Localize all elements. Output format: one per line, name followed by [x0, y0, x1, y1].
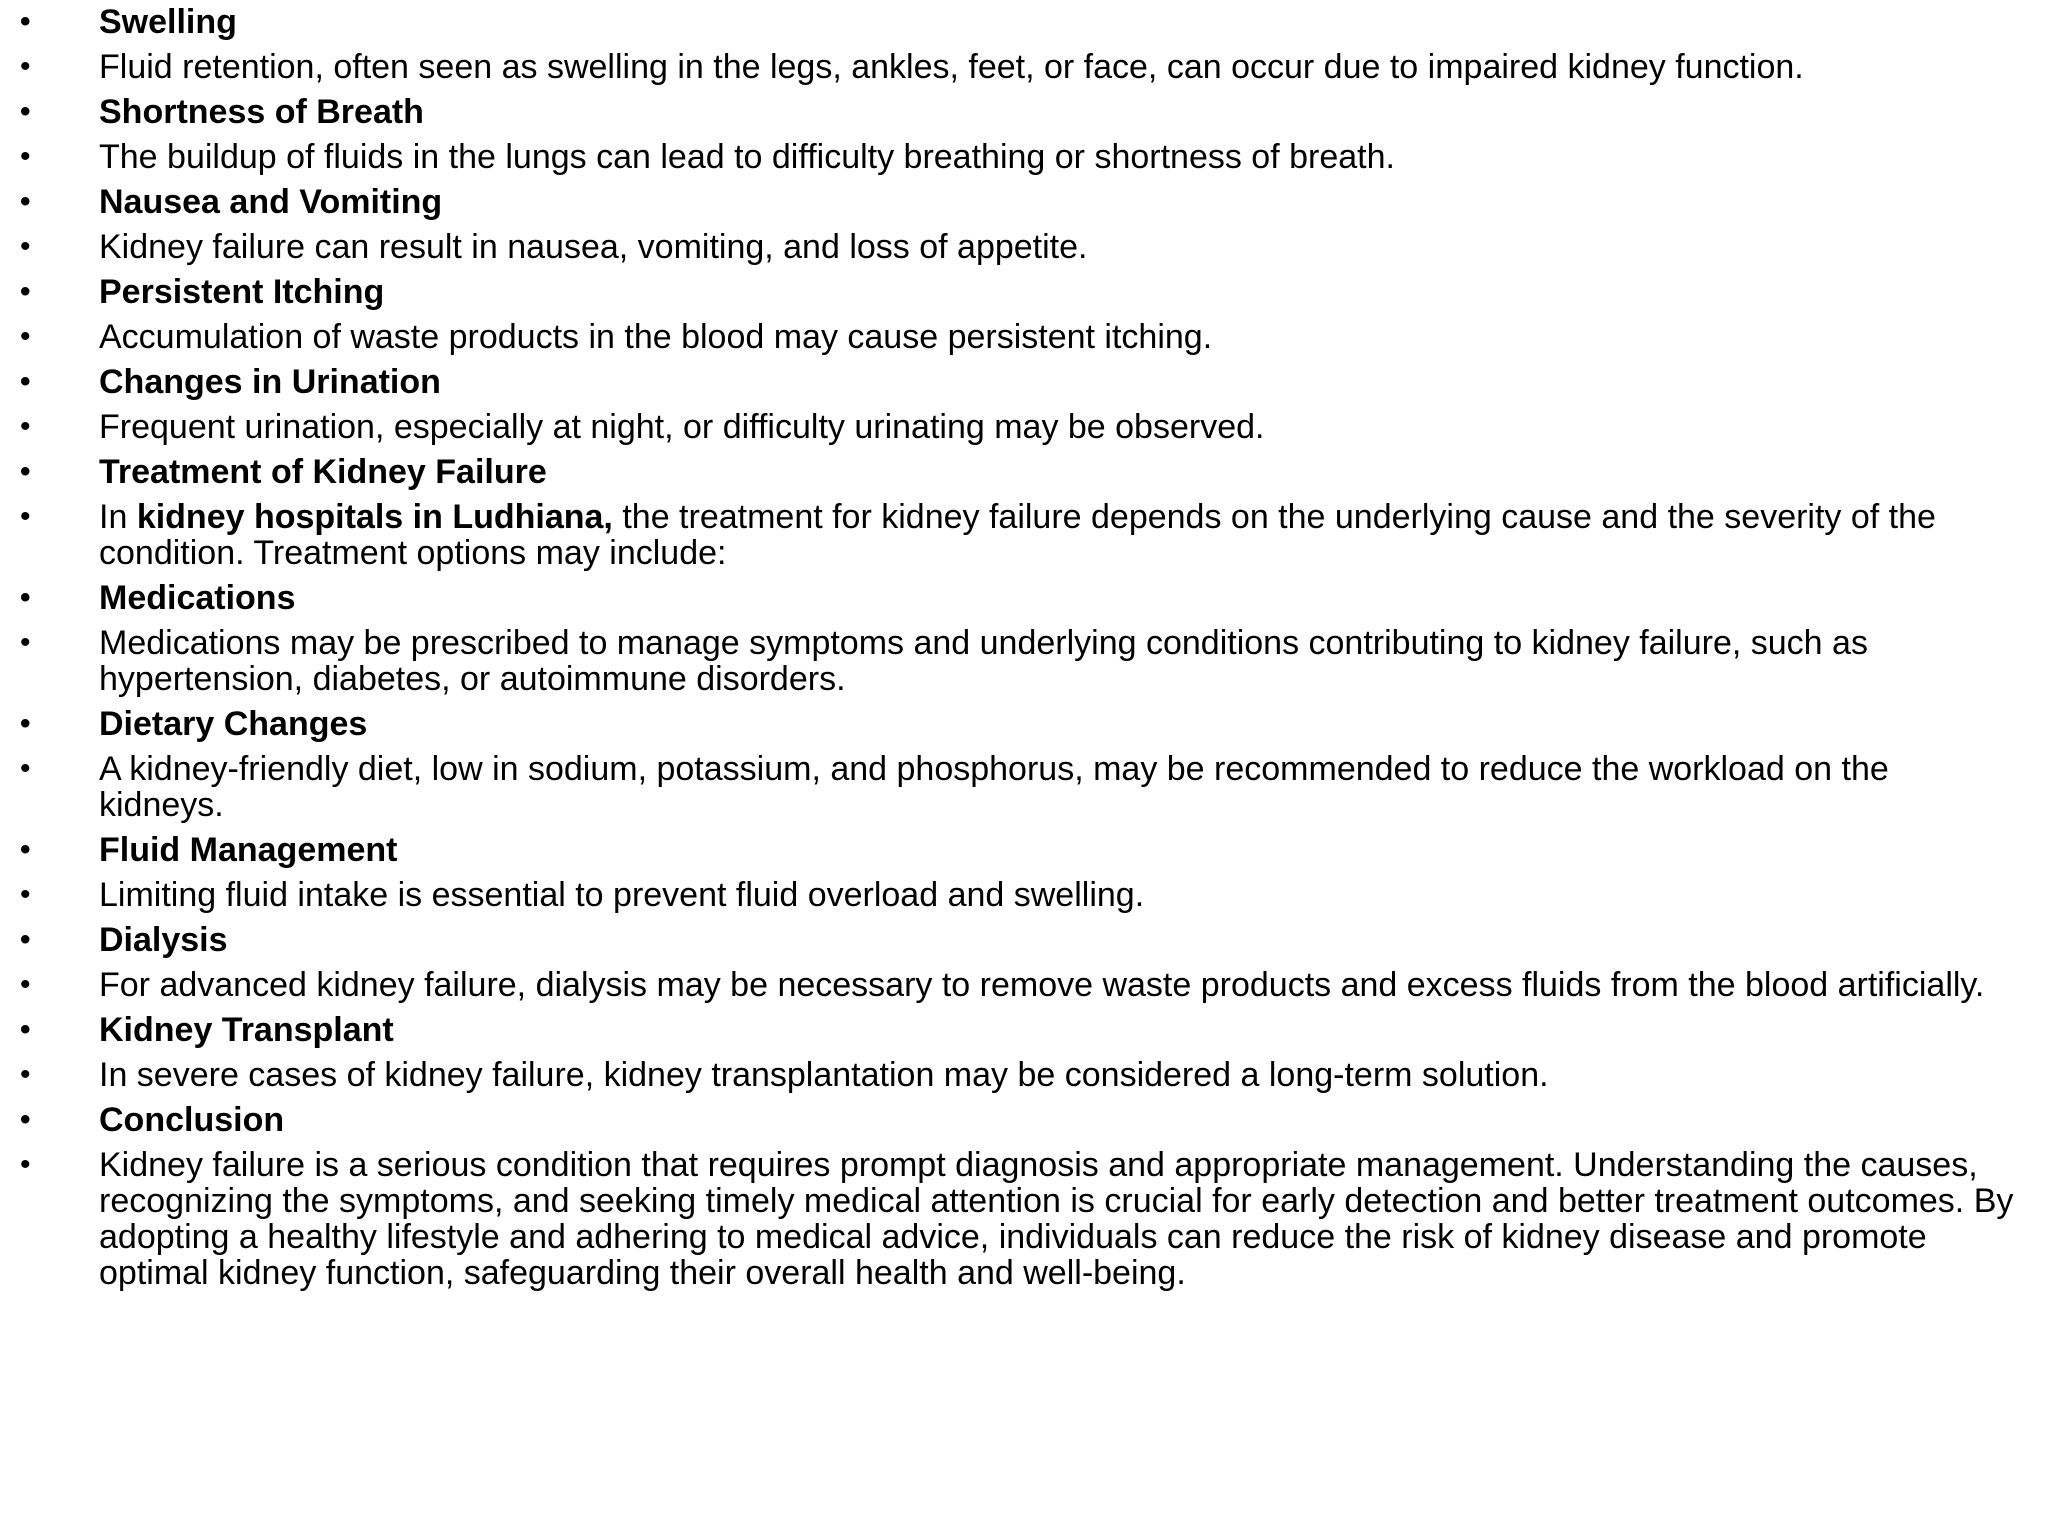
bullet-icon: •	[20, 185, 31, 218]
body-text-item	[0, 1147, 2020, 1291]
bullet-icon: •	[20, 923, 31, 956]
section-heading-item	[0, 454, 2020, 490]
bullet-icon: •	[20, 707, 31, 740]
section-heading-text: Swelling	[99, 3, 237, 41]
body-text: Limiting fluid intake is essential to prevent fluid overload and swelling.	[99, 876, 1145, 914]
bullet-icon: •	[20, 320, 31, 353]
section-heading-text: Fluid Management	[99, 831, 398, 869]
body-text-item	[0, 751, 2020, 823]
body-text: Fluid retention, often seen as swelling in the legs, ankles, feet, or face, can occur due to impaired kidney function.	[99, 48, 1804, 86]
bullet-icon: •	[20, 365, 31, 398]
section-heading-text: Shortness of Breath	[99, 93, 424, 131]
bullet-icon: •	[20, 140, 31, 173]
section-heading-item	[0, 94, 2020, 130]
bullet-icon: •	[20, 500, 31, 533]
body-text: A kidney-friendly diet, low in sodium, potassium, and phosphorus, may be recommended to reduce the workload on the kidneys.	[99, 750, 1889, 824]
section-heading-text: Changes in Urination	[99, 363, 441, 401]
body-text: Medications may be prescribed to manage symptoms and underlying conditions contributing to kidney failure, such as hypertension, diabetes, or autoimmune disorders.	[99, 624, 1868, 698]
section-heading-text: Dialysis	[99, 921, 228, 959]
bullet-icon: •	[20, 833, 31, 866]
body-text: For advanced kidney failure, dialysis may be necessary to remove waste products and excess fluids from the blood artificially.	[99, 966, 1985, 1004]
bullet-icon: •	[20, 1148, 31, 1181]
body-text-item	[0, 49, 2020, 85]
bullet-icon: •	[20, 230, 31, 263]
section-heading-item	[0, 922, 2020, 958]
body-text-item	[0, 229, 2020, 265]
body-text-item	[0, 877, 2020, 913]
bullet-icon: •	[20, 878, 31, 911]
bullet-icon: •	[20, 50, 31, 83]
bullet-icon: •	[20, 410, 31, 443]
section-heading-item	[0, 4, 2020, 40]
section-heading-item	[0, 274, 2020, 310]
bullet-icon: •	[20, 752, 31, 785]
bullet-icon: •	[20, 5, 31, 38]
section-heading-item	[0, 832, 2020, 868]
body-text-prefix: In	[99, 498, 137, 536]
body-text: Frequent urination, especially at night, or difficulty urinating may be observed.	[99, 408, 1265, 446]
bullet-icon: •	[20, 1058, 31, 1091]
section-heading-item	[0, 184, 2020, 220]
bullet-icon: •	[20, 581, 31, 614]
section-heading-text: Treatment of Kidney Failure	[99, 453, 547, 491]
bullet-list	[0, 4, 2020, 1291]
section-heading-item	[0, 706, 2020, 742]
bullet-icon: •	[20, 275, 31, 308]
body-text-item	[0, 409, 2020, 445]
bullet-icon: •	[20, 968, 31, 1001]
body-text: Accumulation of waste products in the blood may cause persistent itching.	[99, 318, 1213, 356]
body-text-suffix: the treatment for kidney failure depends on the underlying cause and the severity of the condition. Treatment options may include:	[99, 498, 1936, 572]
body-text-item	[0, 1057, 2020, 1093]
body-text: Kidney failure is a serious condition that requires prompt diagnosis and appropriate management. Understanding the causes, recognizing the symptoms, and seeking timely medical attention is crucial for early detection and better treatment outcomes. By adopting a healthy lifestyle and adhering to medical advice, individuals can reduce the risk of kidney disease and promote optimal kidney function, safeguarding their overall health and well-being.	[99, 1146, 2014, 1292]
bullet-icon: •	[20, 455, 31, 488]
section-heading-item	[0, 580, 2020, 616]
section-heading-text: Medications	[99, 579, 296, 617]
body-text: In severe cases of kidney failure, kidney transplantation may be considered a long-term solution.	[99, 1056, 1549, 1094]
bullet-icon: •	[20, 1013, 31, 1046]
section-heading-item	[0, 1102, 2020, 1138]
section-heading-text: Nausea and Vomiting	[99, 183, 443, 221]
section-heading-item	[0, 1012, 2020, 1048]
body-text-item	[0, 499, 2020, 571]
bullet-icon: •	[20, 1103, 31, 1136]
bullet-icon: •	[20, 95, 31, 128]
body-text-item	[0, 967, 2020, 1003]
body-text-item	[0, 139, 2020, 175]
section-heading-text: Persistent Itching	[99, 273, 385, 311]
body-text-item	[0, 319, 2020, 355]
body-text: Kidney failure can result in nausea, vomiting, and loss of appetite.	[99, 228, 1088, 266]
body-text: The buildup of fluids in the lungs can lead to difficulty breathing or shortness of breath.	[99, 138, 1395, 176]
section-heading-text: Kidney Transplant	[99, 1011, 394, 1049]
section-heading-item	[0, 364, 2020, 400]
section-heading-text: Conclusion	[99, 1101, 285, 1139]
body-text-item	[0, 625, 2020, 697]
bullet-icon: •	[20, 626, 31, 659]
bold-phrase: kidney hospitals in Ludhiana,	[136, 498, 613, 536]
section-heading-text: Dietary Changes	[99, 705, 368, 743]
